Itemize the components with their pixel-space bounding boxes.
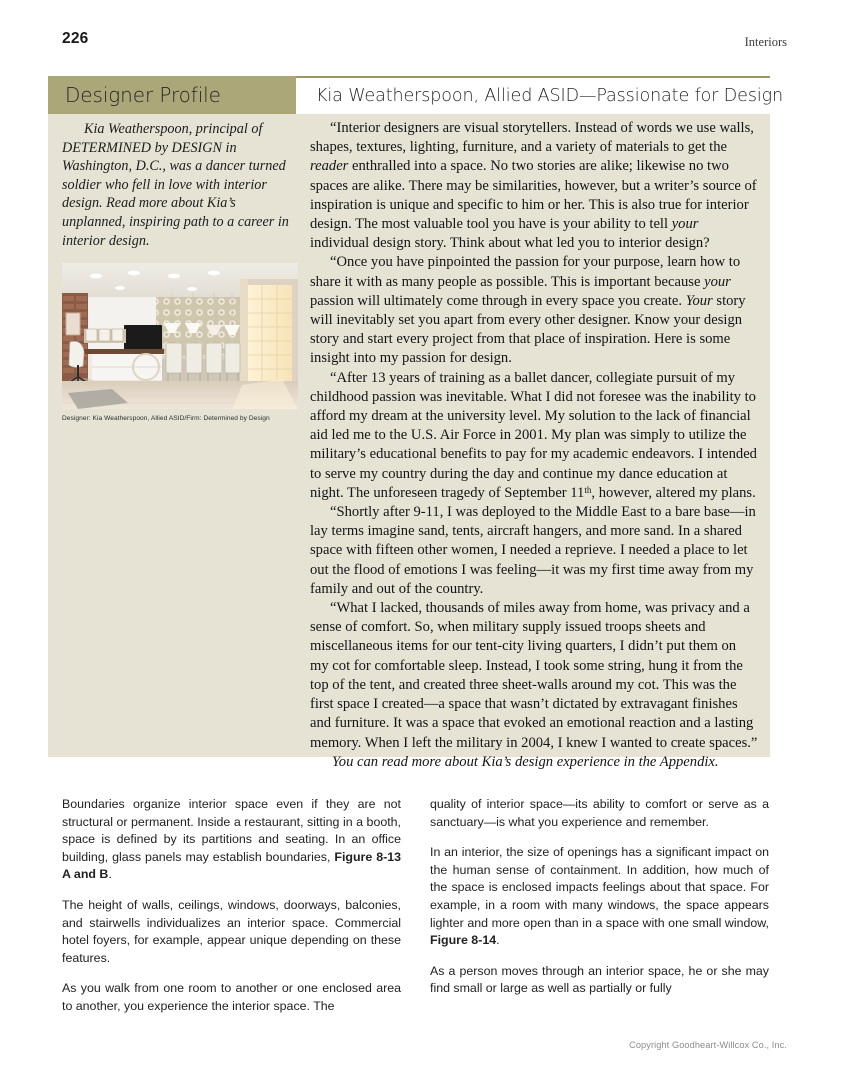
feature-kicker-label: Designer Profile: [65, 83, 221, 107]
body-paragraph: As you walk from one room to another or one enclosed area to another, you experience the interior space. The: [62, 981, 401, 1013]
body-columns: [62, 796, 786, 1013]
feature-panel: [48, 114, 770, 770]
body-paragraph: The height of walls, ceilings, windows, doorways, balconies, and stairwells individualizes an interior space. Commercial hotel foyers, for example, appear unique depending on these features.: [62, 897, 401, 965]
feature-paragraph: “After 13 years of training as a ballet dancer, collegiate pursuit of my childhood passion was inevitable. What I did not foresee was the inability to afford my dream at the university level. My solution to the lack of financial aid led me to the U.S. Air Force in 2001. My plan was simply to utilize the military’s educational benefits to pay for my academic endeavors. I intended to serve my country during the day and continue my dance education at night. The unforeseen tragedy of September 11th, however, altered my plans.: [310, 369, 757, 501]
feature-left-column: [62, 114, 298, 423]
body-paragraph: As a person moves through an interior space, he or she may find small or large as well as partially or fully: [430, 963, 769, 996]
body-column-left: [62, 796, 401, 1016]
feature-paragraph: “Once you have pinpointed the passion for your purpose, learn how to share it with as many people as possible. This is important because your passion will ultimately come through in every space you create. Your story will inevitably set you apart from every other designer. Know your design story and start every project from that place of inspiration. Here is some insight into my passion for design.: [310, 254, 746, 367]
interior-room-photo: [62, 263, 298, 409]
body-column-right: [430, 796, 769, 998]
feature-deck: Kia Weatherspoon, principal of DETERMINED by DESIGN in Washington, D.C., was a dancer turned soldier who fell in love with interior design. Read more about Kia’s unplanned, inspiring path to a career in interior design.: [62, 121, 289, 249]
feature-paragraph: “Interior designers are visual storytellers. Instead of words we use walls, shapes, textures, lighting, furniture, and a variety of materials to get the reader enthralled into a space. No two stories are alike; likewise no two spaces are alike. There may be similarities, however, but a writer’s source of inspiration is unique and specific to him or her. This is also true for interior design. The most valuable tool you have is your ability to tell your individual design story. Think about what led you to interior design?: [310, 120, 757, 252]
body-paragraph: Boundaries organize interior space even if they are not structural or permanent. Inside a restaurant, sitting in a booth, space is defined by its partitions and seating. In an office building, glass panels may establish boundaries, Figure 8-13 A and B.: [62, 797, 401, 882]
feature-kicker-bar: [48, 76, 296, 114]
feature-paragraph: “Shortly after 9-11, I was deployed to the Middle East to a bare base—in lay terms imagine sand, tents, aircraft hangers, and more sand. In a shared space with fifteen other women, I needed a reprieve. I needed a place to let out the flood of emotions I was feeling—it was my first time away from my family and out of the country.: [310, 504, 756, 597]
body-paragraph: In an interior, the size of openings has a significant impact on the human sense of containment. In addition, how much of the space is enclosed impacts feelings about that space. For example, in a room with many windows, the space appears lighter and more open than in a space with one small window, Figure 8-14.: [430, 845, 769, 948]
feature-right-column: [310, 114, 758, 772]
running-head: [62, 30, 787, 54]
copyright-notice: Copyright Goodheart-Willcox Co., Inc.: [629, 1040, 787, 1050]
body-paragraph: quality of interior space—its ability to comfort or serve as a sanctuary—is what you experience and remember.: [430, 797, 769, 829]
book-title: Interiors: [744, 35, 787, 49]
feature-closing-note: You can read more about Kia’s design experience in the Appendix.: [332, 753, 719, 770]
feature-title-label: Kia Weatherspoon, Allied ASID—Passionate for Design: [316, 86, 784, 106]
feature-title-bar: [304, 78, 784, 114]
feature-paragraph: “What I lacked, thousands of miles away from home, was privacy and a sense of comfort. So, when military supply issued troops sheets and miscellaneous items for our tent-city living quarters, I didn’t put them on my cot for comfortable sleep. Instead, I took some string, hung it from the top of the tent, and created three sheet-walls around my cot. This was the first space I created—a space that wasn’t dictated by extravagant finishes and furniture. It was a space that evoked an emotional reaction and a lasting memory. When I left the military in 2004, I knew I wanted to create spaces.”: [310, 600, 758, 751]
designer-profile-feature: [48, 76, 784, 770]
feature-photo-block: [62, 263, 298, 423]
photo-caption: Designer: Kia Weatherspoon, Allied ASID/Firm: Determined by Design: [62, 415, 270, 423]
page-number: 226: [62, 30, 89, 47]
